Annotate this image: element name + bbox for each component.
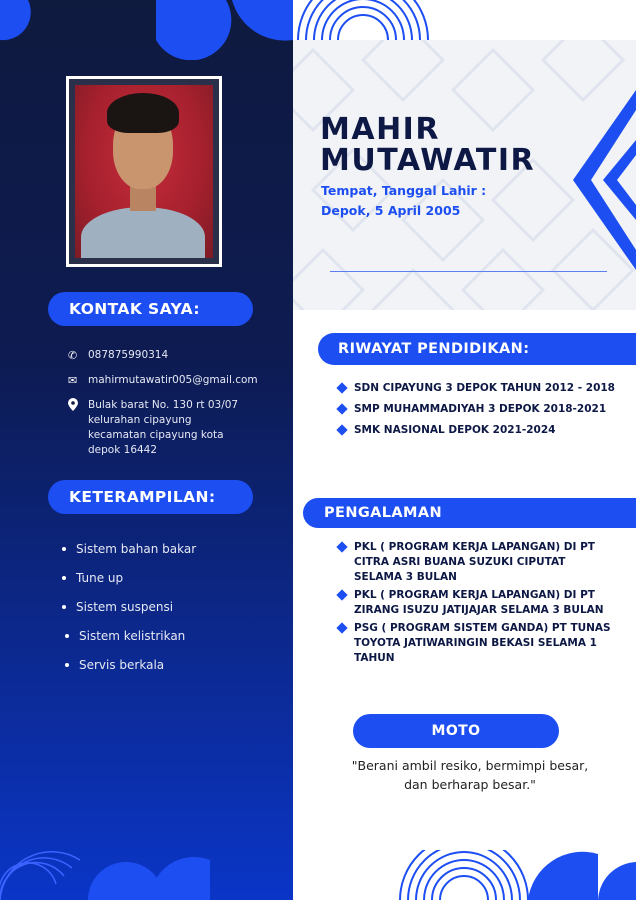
skill-item bbox=[65, 629, 185, 643]
education-item bbox=[338, 423, 618, 438]
photo-hair bbox=[107, 93, 179, 133]
mail-icon: ✉ bbox=[68, 374, 78, 387]
decorative-top-shapes bbox=[0, 0, 293, 60]
moto-quote bbox=[340, 756, 600, 794]
skill-item bbox=[65, 658, 164, 672]
contact-email-row bbox=[68, 373, 278, 388]
experience-label: PKL ( PROGRAM KERJA LAPANGAN) DI PT CITRA ASRI BUANA SUZUKI CIPUTAT SELAMA 3 BULAN bbox=[354, 541, 595, 583]
decorative-bottom-right bbox=[398, 850, 636, 900]
quote-line: dan berharap besar." bbox=[404, 777, 536, 792]
birth-info bbox=[321, 181, 486, 221]
header-divider bbox=[330, 271, 607, 272]
contact-address-row bbox=[68, 398, 278, 458]
contact-phone-row bbox=[68, 348, 278, 363]
address-line: Bulak barat No. 130 rt 03/07 bbox=[88, 399, 239, 411]
education-label: SMK NASIONAL DEPOK 2021-2024 bbox=[354, 424, 556, 436]
contact-email: mahirmutawatir005@gmail.com bbox=[88, 374, 258, 386]
experience-label: PKL ( PROGRAM KERJA LAPANGAN) DI PT ZIRANG ISUZU JATIJAJAR SELAMA 3 BULAN bbox=[354, 589, 604, 616]
skill-label: Sistem kelistrikan bbox=[79, 629, 186, 643]
skill-label: Tune up bbox=[76, 571, 124, 585]
contact-address bbox=[88, 398, 278, 458]
contact-phone: 087875990314 bbox=[88, 349, 169, 361]
person-name bbox=[320, 114, 535, 176]
phone-icon: ✆ bbox=[68, 349, 78, 362]
photo-shoulders bbox=[81, 207, 205, 264]
address-line: kelurahan cipayung bbox=[88, 414, 192, 426]
quote-line: "Berani ambil resiko, bermimpi besar, bbox=[351, 758, 589, 773]
experience-item bbox=[338, 588, 614, 618]
skill-item bbox=[62, 571, 123, 585]
location-pin-icon bbox=[68, 398, 88, 458]
skill-item bbox=[62, 600, 173, 614]
education-label: SMP MUHAMMADIYAH 3 DEPOK 2018-2021 bbox=[354, 403, 607, 415]
moto-title: MOTO bbox=[353, 714, 559, 748]
experience-item bbox=[338, 621, 614, 666]
decorative-bottom-shapes bbox=[0, 850, 293, 900]
name-line: MAHIR bbox=[320, 112, 440, 147]
education-item bbox=[338, 381, 618, 396]
education-section-title: RIWAYAT PENDIDIKAN: bbox=[318, 333, 636, 365]
experience-label: PSG ( PROGRAM SISTEM GANDA) PT TUNAS TOYOTA JATIWARINGIN BEKASI SELAMA 1 TAHUN bbox=[354, 622, 611, 664]
skill-label: Sistem suspensi bbox=[76, 600, 174, 614]
experience-section-title: PENGALAMAN bbox=[303, 498, 636, 528]
contact-section-title: KONTAK SAYA: bbox=[48, 292, 253, 326]
skill-label: Servis berkala bbox=[79, 658, 165, 672]
header-diamond-accent bbox=[563, 80, 636, 280]
profile-photo bbox=[69, 79, 219, 264]
birth-value: Depok, 5 April 2005 bbox=[321, 203, 461, 218]
experience-item bbox=[338, 540, 614, 585]
birth-label: Tempat, Tanggal Lahir : bbox=[321, 183, 487, 198]
name-line: MUTAWATIR bbox=[320, 143, 536, 178]
decorative-top-arcs bbox=[293, 0, 433, 40]
skill-label: Sistem bahan bakar bbox=[76, 542, 197, 556]
skills-section-title: KETERAMPILAN: bbox=[48, 480, 253, 514]
profile-photo-frame bbox=[66, 76, 222, 267]
education-label: SDN CIPAYUNG 3 DEPOK TAHUN 2012 - 2018 bbox=[354, 382, 615, 394]
education-item bbox=[338, 402, 618, 417]
skill-item bbox=[62, 542, 196, 556]
address-line: depok 16442 bbox=[88, 444, 158, 456]
address-line: kecamatan cipayung kota bbox=[88, 429, 224, 441]
